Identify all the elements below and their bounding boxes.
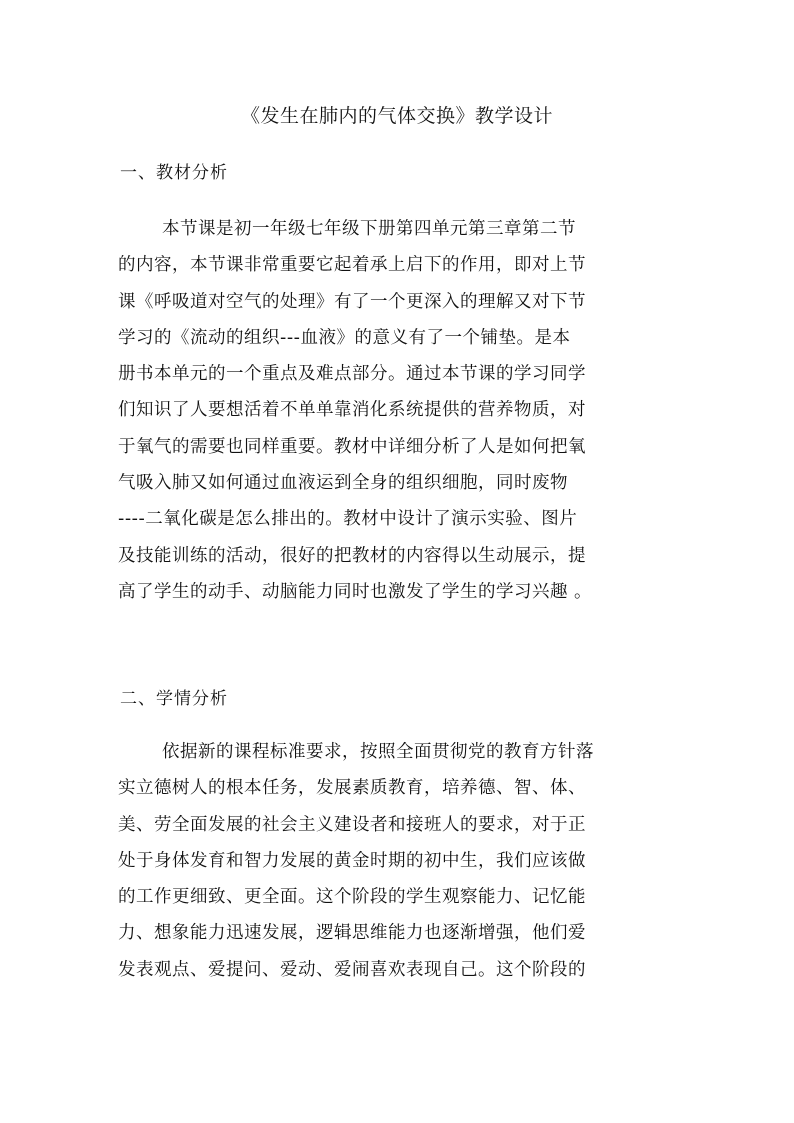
paragraph-learner-analysis — [118, 734, 688, 988]
paragraph-line: 册书本单元的一个重点及难点部分。通过本节课的学习同学 — [118, 364, 586, 385]
paragraph-line: 课《呼吸道对空气的处理》有了一个更深入的理解又对下节 — [118, 291, 586, 312]
paragraph-line: 本节课是初一年级七年级下册第四单元第三章第二节 — [162, 219, 576, 239]
section-heading-learner-analysis: 二、学情分析 — [120, 689, 228, 709]
paragraph-line: 发表观点、爱提问、爱动、爱闹喜欢表现自己。这个阶段的 — [118, 959, 586, 980]
paragraph-line: 处于身体发育和智力发展的黄金时期的初中生，我们应该做 — [118, 850, 586, 871]
paragraph-line: 气吸入肺又如何通过血液运到全身的组织细胞，同时废物 — [118, 473, 568, 494]
paragraph-line: 力、想象能力迅速发展，逻辑思维能力也逐渐增强，他们爱 — [118, 923, 586, 944]
paragraph-line: 的工作更细致、更全面。这个阶段的学生观察能力、记忆能 — [118, 887, 586, 908]
paragraph-line: 依据新的课程标准要求，按照全面贯彻党的教育方针落 — [162, 742, 594, 762]
document-title: 《发生在肺内的气体交换》教学设计 — [240, 105, 553, 127]
paragraph-line: 及技能训练的活动，很好的把教材的内容得以生动展示，提 — [118, 545, 586, 566]
paragraph-line: 于氧气的需要也同样重要。教材中详细分析了人是如何把氧 — [118, 436, 586, 457]
paragraph-line: 高了学生的动手、动脑能力同时也激发了学生的学习兴趣 。 — [118, 581, 593, 602]
paragraph-textbook-analysis — [118, 211, 688, 610]
paragraph-line: 们知识了人要想活着不单单靠消化系统提供的营养物质，对 — [118, 400, 586, 421]
paragraph-line: 学习的《流动的组织---血液》的意义有了一个铺垫。是本 — [118, 327, 571, 348]
paragraph-line: 的内容，本节课非常重要它起着承上启下的作用，即对上节 — [118, 255, 586, 276]
paragraph-line: 实立德树人的根本任务，发展素质教育，培养德、智、体、 — [118, 778, 586, 799]
paragraph-line: ----二氧化碳是怎么排出的。教材中设计了演示实验、图片 — [118, 509, 578, 530]
paragraph-line: 美、劳全面发展的社会主义建设者和接班人的要求，对于正 — [118, 814, 586, 835]
section-heading-textbook-analysis: 一、教材分析 — [120, 163, 228, 183]
